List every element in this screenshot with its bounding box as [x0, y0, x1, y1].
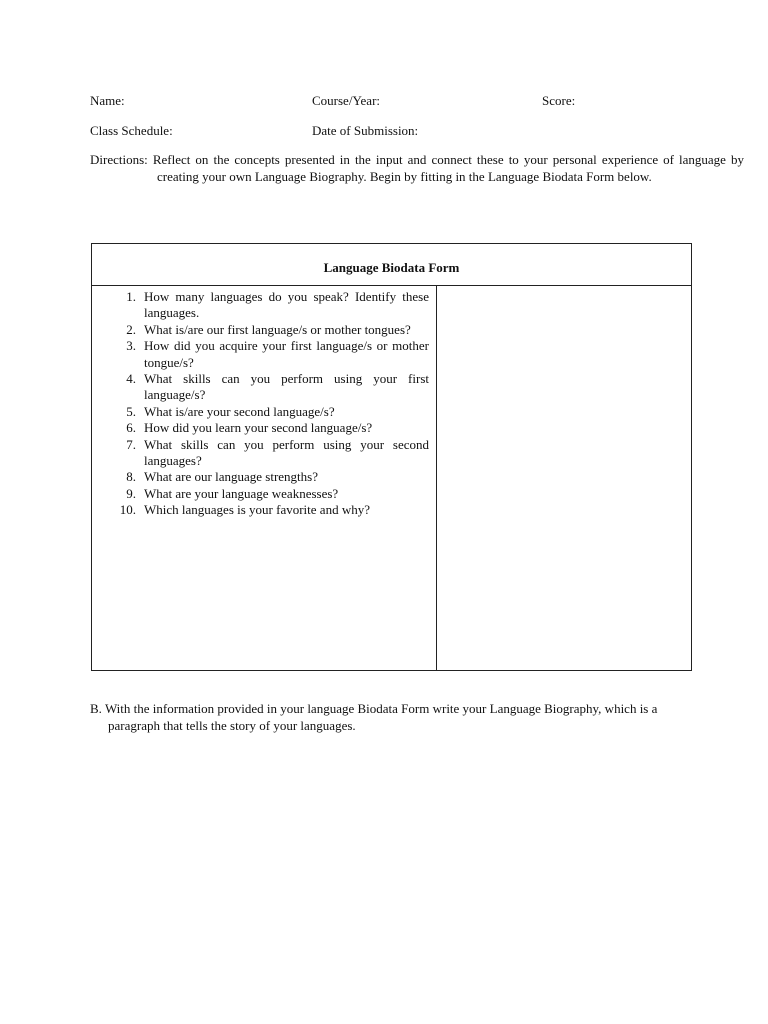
- question-item: [92, 289, 436, 322]
- section-b-label: B.: [90, 701, 102, 716]
- language-biodata-form-table: [91, 243, 692, 671]
- question-text: Which languages is your favorite and why?: [144, 502, 370, 518]
- form-title: Language Biodata Form: [92, 244, 691, 286]
- question-number: 6.: [126, 420, 136, 436]
- question-text: What is/are our first language/s or mother tongues?: [144, 321, 411, 337]
- question-text: What is/are your second language/s?: [144, 403, 335, 419]
- question-number: 8.: [126, 469, 136, 485]
- question-item: [92, 322, 436, 338]
- question-item: [92, 338, 436, 371]
- question-text: How did you learn your second language/s?: [144, 420, 373, 436]
- question-number: 1.: [126, 289, 136, 304]
- question-number: 9.: [126, 485, 136, 501]
- question-text: What are our language strengths?: [144, 469, 318, 485]
- question-item: [92, 469, 436, 485]
- name-label: Name:: [90, 93, 125, 108]
- question-number: 3.: [126, 338, 136, 354]
- directions-paragraph: [90, 152, 744, 185]
- question-text: How many languages do you speak? Identify these languages.: [144, 289, 429, 321]
- question-list: [92, 289, 436, 519]
- question-item: [92, 404, 436, 420]
- directions-text: Reflect on the concepts presented in the input and connect these to your personal experience of language by creating your own Language Biography. Begin by fitting in the Language Biodata Form below.: [152, 152, 745, 184]
- question-number: 2.: [126, 321, 136, 337]
- question-item: [92, 437, 436, 470]
- course-year-label: Course/Year:: [312, 93, 381, 108]
- question-number: 7.: [126, 436, 136, 452]
- directions-label: Directions:: [90, 152, 148, 167]
- question-text: What are your language weaknesses?: [144, 485, 339, 501]
- section-b-text: With the information provided in your language Biodata Form write your Language Biography, which is a paragraph that tells the story of your languages.: [104, 701, 658, 733]
- answers-column[interactable]: [437, 286, 691, 670]
- questions-column: [92, 286, 437, 670]
- question-text: How did you acquire your first language/s or mother tongue/s?: [144, 338, 429, 370]
- question-number: 4.: [126, 371, 136, 387]
- question-item: [92, 502, 436, 518]
- section-b-paragraph: [90, 701, 697, 734]
- question-number: 5.: [126, 403, 136, 419]
- question-item: [92, 371, 436, 404]
- question-text: What skills can you perform using your first language/s?: [144, 371, 429, 403]
- class-schedule-label: Class Schedule:: [90, 123, 173, 138]
- question-text: What skills can you perform using your second languages?: [144, 436, 429, 469]
- question-item: [92, 420, 436, 436]
- question-item: [92, 486, 436, 502]
- score-label: Score:: [542, 93, 576, 108]
- question-number: 10.: [119, 502, 136, 518]
- date-of-submission-label: Date of Submission:: [312, 123, 419, 138]
